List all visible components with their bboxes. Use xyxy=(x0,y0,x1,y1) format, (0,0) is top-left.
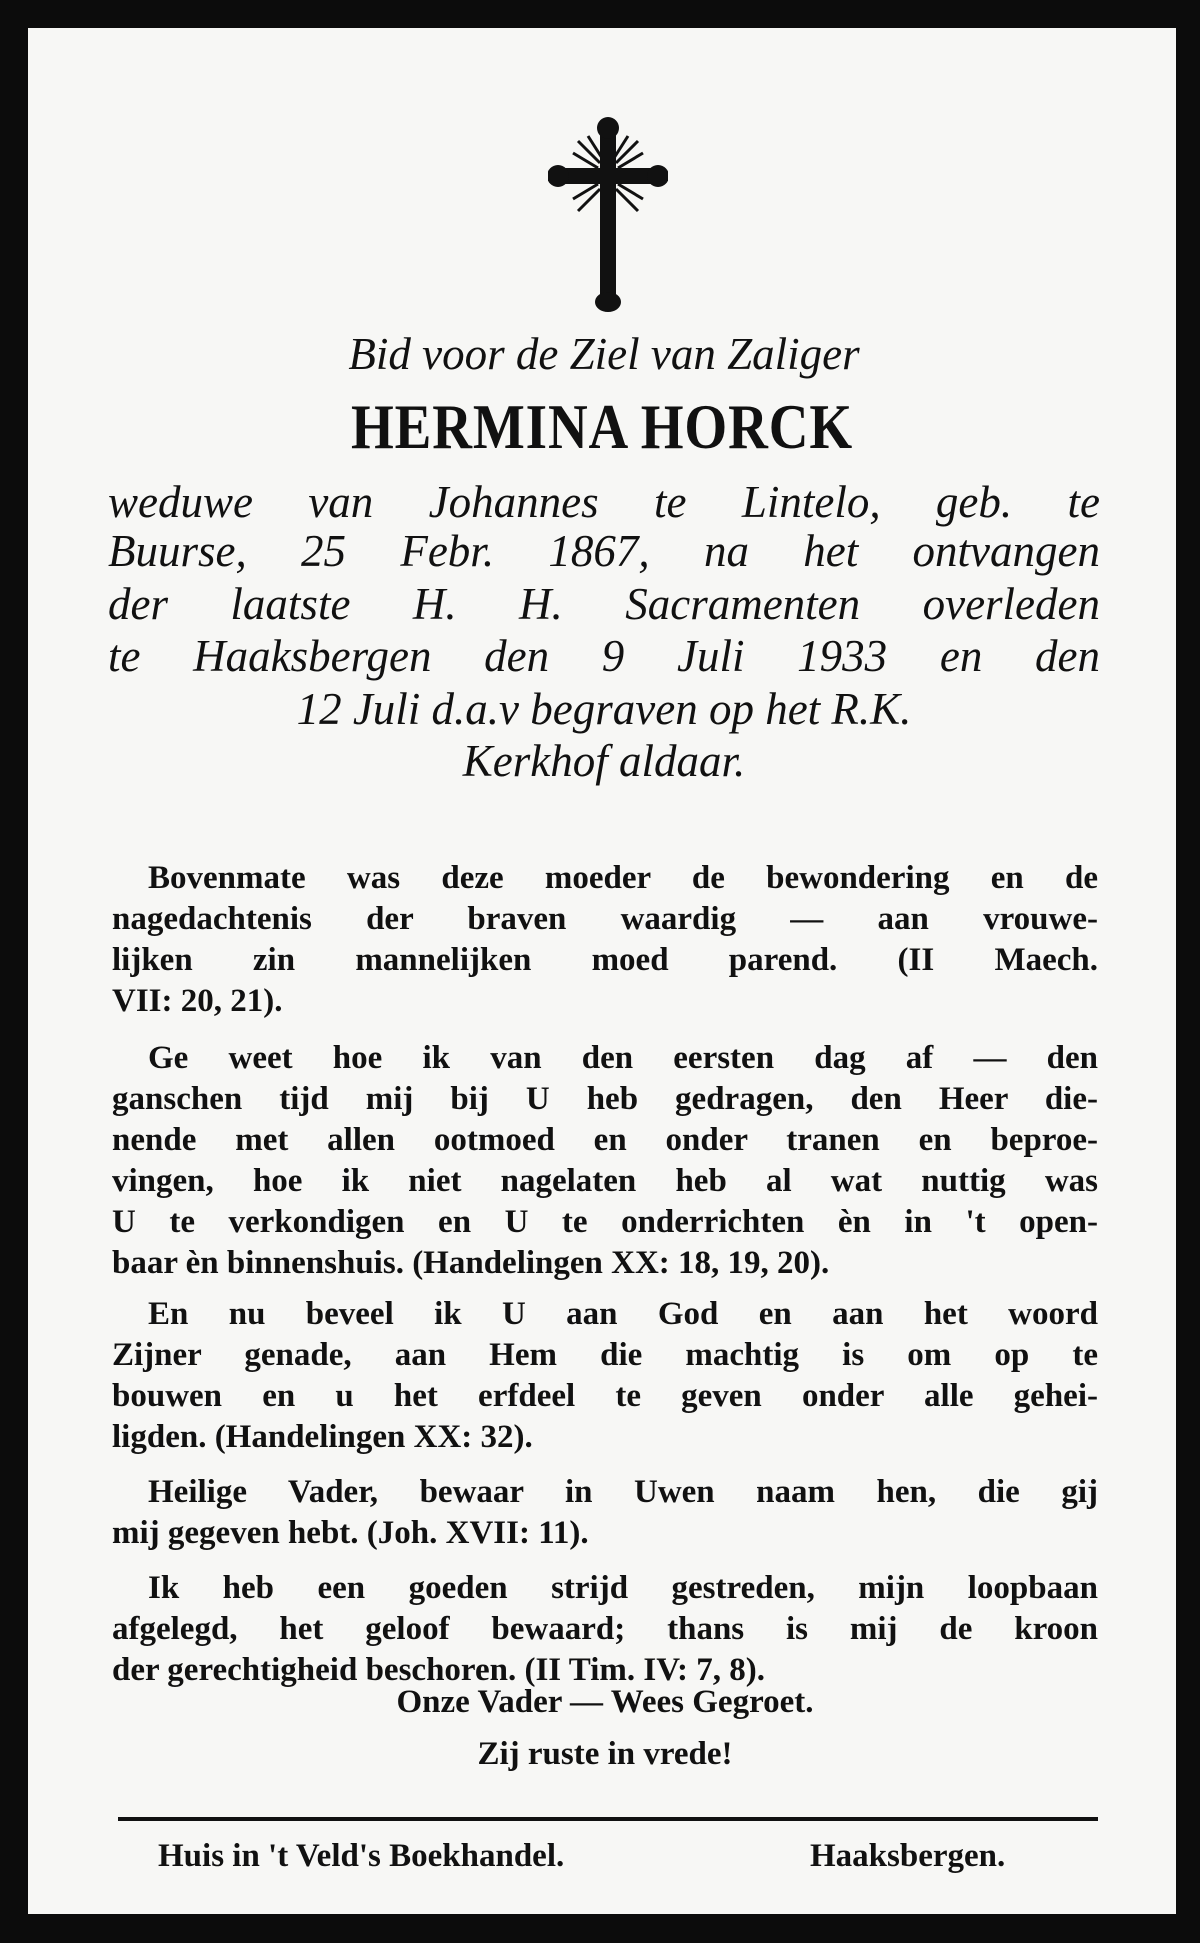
paragraph-line: U te verkondigen en U te onderrichten èn in 't open- xyxy=(112,1204,1098,1240)
paragraph-line: bouwen en u het erfdeel te geven onder alle gehei- xyxy=(112,1378,1098,1414)
paragraph-line: Bovenmate was deze moeder de bewondering en de xyxy=(148,860,1098,896)
bio-line: Kerkhof aldaar. xyxy=(462,736,746,786)
deceased-name: HERMINA HORCK xyxy=(351,391,853,462)
bio-line: te Haaksbergen den 9 Juli 1933 en den xyxy=(108,631,1100,681)
bio-line: der laatste H. H. Sacramenten overleden xyxy=(108,579,1100,629)
publisher-place: Haaksbergen. xyxy=(810,1838,1006,1874)
prayer-heading: Bid voor de Ziel van Zaliger xyxy=(348,329,860,379)
bio-line: 12 Juli d.a.v begraven op het R.K. xyxy=(296,684,912,734)
paragraph-line: Zijner genade, aan Hem die machtig is om op te xyxy=(112,1337,1098,1373)
bio-line: weduwe van Johannes te Lintelo, geb. te xyxy=(108,477,1100,527)
paragraph-line: ganschen tijd mij bij U heb gedragen, den Heer die- xyxy=(112,1081,1098,1117)
paragraph-line: afgelegd, het geloof bewaard; thans is mij de kroon xyxy=(112,1611,1098,1647)
paragraph-line: ligden. (Handelingen XX: 32). xyxy=(112,1419,533,1455)
closing-prayers: Onze Vader — Wees Gegroet. xyxy=(396,1684,814,1720)
paragraph-line: Heilige Vader, bewaar in Uwen naam hen, die gij xyxy=(148,1474,1098,1510)
paragraph-line: vingen, hoe ik niet nagelaten heb al wat nuttig was xyxy=(112,1163,1098,1199)
divider-line xyxy=(118,1817,1098,1821)
paragraph-line: En nu beveel ik U aan God en aan het woord xyxy=(148,1296,1098,1332)
paragraph-line: baar èn binnenshuis. (Handelingen XX: 18, 19, 20). xyxy=(112,1245,830,1281)
cross-icon xyxy=(548,116,668,316)
paragraph-line: nende met allen ootmoed en onder tranen en beproe- xyxy=(112,1122,1098,1158)
paragraph-line: mij gegeven hebt. (Joh. XVII: 11). xyxy=(112,1515,589,1551)
paragraph-line: Ik heb een goeden strijd gestreden, mijn loopbaan xyxy=(148,1570,1098,1606)
paragraph-line: lijken zin mannelijken moed parend. (II Maech. xyxy=(112,942,1098,978)
paragraph-line: der gerechtigheid beschoren. (II Tim. IV: 7, 8). xyxy=(112,1652,765,1688)
paragraph-line: nagedachtenis der braven waardig — aan vrouwe- xyxy=(112,901,1098,937)
memorial-card xyxy=(28,28,1176,1914)
rest-in-peace: Zij ruste in vrede! xyxy=(477,1736,733,1772)
publisher: Huis in 't Veld's Boekhandel. xyxy=(158,1838,565,1874)
bio-line: Buurse, 25 Febr. 1867, na het ontvangen xyxy=(108,526,1100,576)
paragraph-line: Ge weet hoe ik van den eersten dag af — den xyxy=(148,1040,1098,1076)
paragraph-line: VII: 20, 21). xyxy=(112,983,283,1019)
